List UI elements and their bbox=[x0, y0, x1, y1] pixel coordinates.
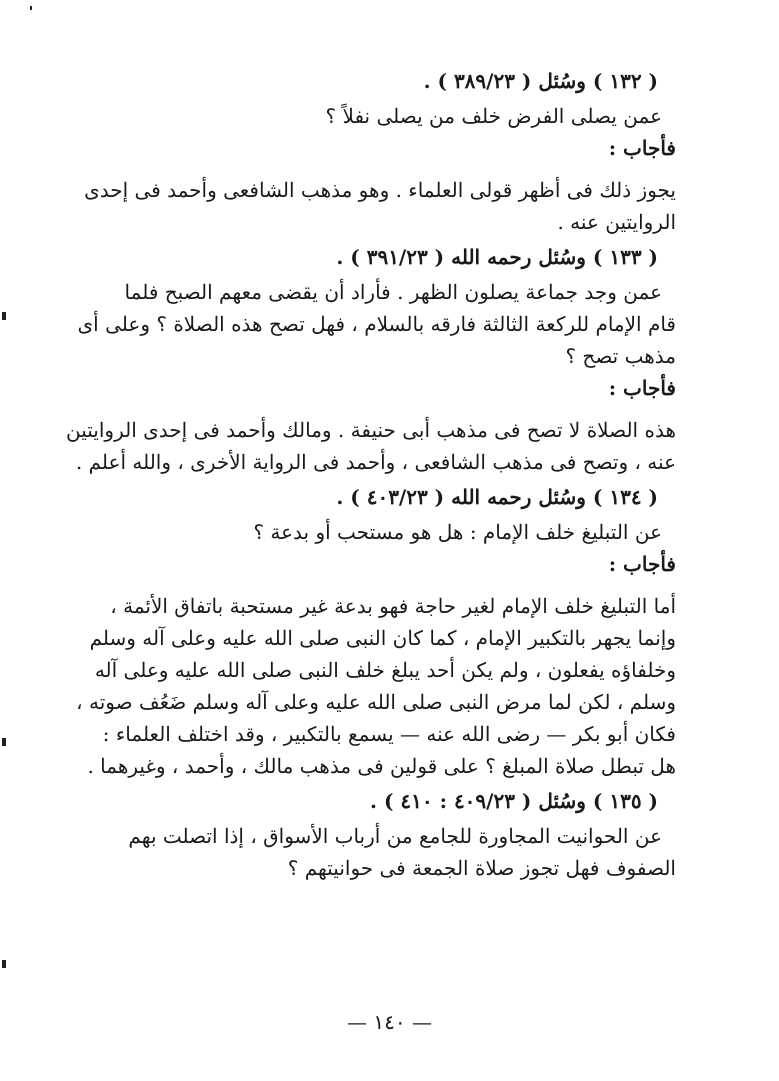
entry-134 bbox=[76, 481, 676, 782]
margin-mark bbox=[2, 312, 6, 320]
question-heading: ( ١٣٥ ) وسُئل ( ٤٠٩/٢٣ : ٤١٠ ) . bbox=[370, 789, 658, 813]
answer-text: هذه الصلاة لا تصح فى مذهب أبى حنيفة . ومالك وأحمد فى إحدى الروايتين bbox=[66, 418, 676, 442]
page-number: — ١٤٠ — bbox=[347, 1010, 432, 1034]
question-text: عمن يصلى الفرض خلف من يصلى نفلاً ؟ bbox=[325, 104, 662, 128]
margin-mark bbox=[2, 738, 6, 746]
answer-text: فكان أبو بكر — رضى الله عنه — يسمع بالتكبير ، وقد اختلف العلماء : bbox=[102, 722, 676, 746]
question-text: قام الإمام للركعة الثالثة فارقه بالسلام ، فهل تصح هذه الصلاة ؟ وعلى أى bbox=[77, 312, 676, 336]
answer-text: يجوز ذلك فى أظهر قولى العلماء . وهو مذهب الشافعى وأحمد فى إحدى bbox=[84, 178, 676, 202]
page-body bbox=[66, 62, 676, 884]
question-text: عن التبليغ خلف الإمام : هل هو مستحب أو بدعة ؟ bbox=[253, 520, 662, 544]
margin-mark bbox=[30, 6, 32, 10]
answer-text: عنه ، وتصح فى مذهب الشافعى ، وأحمد فى الرواية الأخرى ، والله أعلم . bbox=[75, 450, 676, 474]
question-text: الصفوف فهل تجوز صلاة الجمعة فى حوانيتهم ؟ bbox=[287, 856, 676, 880]
question-heading: ( ١٣٤ ) وسُئل رحمه الله ( ٤٠٣/٢٣ ) . bbox=[336, 485, 658, 509]
entry-132 bbox=[84, 65, 676, 238]
answer-text: أما التبليغ خلف الإمام لغير حاجة فهو بدعة غير مستحبة باتفاق الأئمة ، bbox=[110, 594, 676, 618]
answer-text: وسلم ، لكن لما مرض النبى صلى الله عليه وعلى آله وسلم ضَعُف صوته ، bbox=[76, 690, 676, 714]
entry-133 bbox=[66, 241, 676, 478]
entry-135 bbox=[100, 785, 676, 884]
answer-text: الروايتين عنه . bbox=[557, 210, 676, 234]
answer-label: فأجاب : bbox=[608, 376, 676, 400]
question-text: عمن وجد جماعة يصلون الظهر . فأراد أن يقضى معهم الصبح فلما bbox=[124, 280, 662, 304]
margin-mark bbox=[2, 960, 6, 968]
answer-text: هل تبطل صلاة المبلغ ؟ على قولين فى مذهب مالك ، وأحمد ، وغيرهما . bbox=[87, 754, 676, 778]
question-heading: ( ١٣٣ ) وسُئل رحمه الله ( ٣٩١/٢٣ ) . bbox=[336, 245, 658, 269]
answer-text: وإنما يجهر بالتكبير الإمام ، كما كان النبى صلى الله عليه وعلى آله وسلم bbox=[89, 626, 676, 650]
question-text: عن الحوانيت المجاورة للجامع من أرباب الأسواق ، إذا اتصلت بهم bbox=[128, 824, 662, 848]
answer-label: فأجاب : bbox=[608, 136, 676, 160]
question-text: مذهب تصح ؟ bbox=[565, 344, 676, 368]
question-heading: ( ١٣٢ ) وسُئل ( ٣٨٩/٢٣ ) . bbox=[423, 69, 658, 93]
answer-text: وخلفاؤه يفعلون ، ولم يكن أحد يبلغ خلف النبى صلى الله عليه وعلى آله bbox=[94, 658, 676, 682]
answer-label: فأجاب : bbox=[608, 552, 676, 576]
